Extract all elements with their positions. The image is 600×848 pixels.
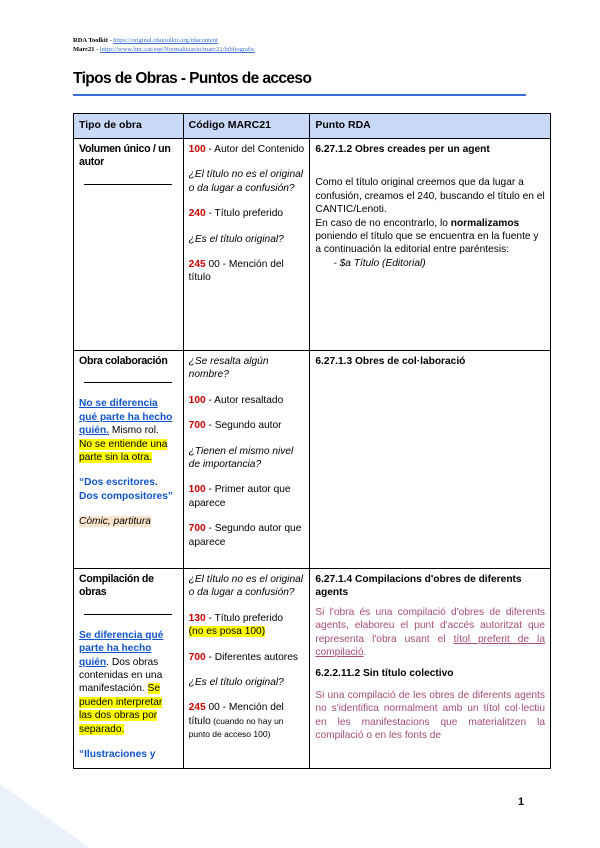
marc-desc: - Título preferido: [205, 208, 284, 220]
header-punto-rda: Punto RDA: [310, 114, 551, 139]
work-quote: “Ilustraciones y: [79, 749, 156, 761]
work-note: Se diferencia qué parte ha hecho quién. Dos obras contenidas en una manifestación. Se pueden interpretar las dos obras por separado.: [79, 629, 164, 735]
marc-link[interactable]: https://www.bnc.cat/esp/Normalitzacio/marc21/bibliografic: [99, 46, 255, 53]
marc-code: 100: [188, 484, 206, 496]
rda-cell: [310, 139, 551, 351]
marc-desc: - Diferentes autores: [205, 651, 298, 663]
rda-paragraph: Como el título original creemos que da lugar a confusión, creamos el 240, buscando el título en el CANTIC/Lenoti.: [315, 177, 545, 216]
table-row: [74, 139, 551, 351]
work-note: No se entiende una parte sin la otra.: [79, 438, 168, 464]
rda-cell: [310, 569, 551, 769]
table-row: [74, 569, 551, 769]
rda-link[interactable]: https://original.rdatoolkit.org/rdacontent: [113, 37, 218, 44]
reference-links: [73, 36, 255, 54]
work-type: Volumen único / un autor: [79, 143, 171, 169]
work-quote: “Dos escritores. Dos compositores”: [79, 477, 173, 502]
marc-code: 130: [188, 612, 206, 624]
marc-reference: Marc21 - https://www.bnc.cat/esp/Normalitzacio/marc21/bibliografic: [73, 46, 255, 53]
marc-cell: ¿El título no es el original o da lugar a confusión? 130 - Título preferido (no es posa 100) 700 - Diferentes autores ¿Es el título original? 245 00 - Mención del título (cuando no hay un punto de acceso 100): [183, 569, 310, 769]
marc-desc: 00 - Mención del título: [188, 259, 284, 284]
marc-code: 700: [188, 523, 206, 535]
marc-desc: 00 - Mención del: [205, 702, 284, 714]
rda-bullet: - $a Título (Editorial): [333, 257, 426, 269]
marc-label: Marc21: [73, 46, 95, 53]
work-type-cell: [74, 139, 184, 351]
marc-cell: [183, 139, 310, 351]
marc-note: (no es posa 100): [188, 626, 266, 638]
rda-reference: RDA Toolkit - https://original.rdatoolkit.org/rdacontent: [73, 37, 218, 44]
rda-paragraph: Si l'obra és una compilació d'obres de diferents agents, elaboreu el punt d'accés autoritzat que representa l'obra usant el títol preferit de la compilació.: [315, 606, 545, 659]
marc-question: ¿Se resalta algún nombre?: [188, 356, 269, 381]
marc-note: (cuando no hay un punto de acceso 100): [188, 715, 284, 740]
marc-desc: - Primer autor que aparece: [188, 484, 291, 509]
page-number: 1: [518, 796, 525, 808]
rda-heading: 6.27.1.3 Obres de col·laboració: [315, 356, 466, 367]
header-codigo-marc: Código MARC21: [183, 114, 310, 139]
marc-code: 100: [188, 394, 206, 406]
header-tipo-obra: Tipo de obra: [74, 114, 184, 139]
marc-code: 700: [188, 651, 206, 663]
marc-desc: - Título preferido: [205, 612, 284, 624]
corner-decoration: [0, 784, 90, 848]
divider: [84, 614, 172, 615]
rda-heading: 6.2.2.11.2 Sin título colectivo: [315, 668, 454, 680]
work-type: Obra colaboración: [79, 355, 168, 367]
marc-code: 240: [188, 208, 206, 220]
marc-code: 245: [188, 259, 206, 271]
table-row: [74, 351, 551, 569]
rda-paragraph: En caso de no encontrarlo, lo normalizamos poniendo el título que se encuentra en la fuente y a continuación la editorial entre paréntesis:: [315, 217, 539, 256]
marc-desc: - Segundo autor: [205, 420, 282, 432]
work-note: No se diferencia qué parte ha hecho quién. Mismo rol.: [79, 398, 173, 437]
work-example: Còmic, partitura: [79, 516, 151, 528]
marc-question: ¿Es el título original?: [188, 677, 284, 689]
marc-desc: - Autor del Contenido: [205, 144, 305, 155]
marc-question: ¿El título no es el original o da lugar a confusión?: [188, 169, 304, 194]
rda-label: RDA Toolkit: [73, 37, 108, 44]
page-title: Tipos de Obras - Puntos de acceso: [73, 70, 312, 87]
work-type: Compilación de obras: [79, 573, 154, 599]
rda-cell: [310, 351, 551, 569]
marc-question: ¿Es el título original?: [188, 233, 284, 245]
marc-question: ¿El título no es el original o da lugar a confusión?: [188, 574, 304, 599]
marc-code: 245: [188, 702, 206, 714]
divider: [84, 382, 172, 383]
table-header-row: [74, 114, 551, 139]
divider: [84, 184, 172, 185]
marc-desc: - Autor resaltado: [205, 394, 284, 406]
work-type-cell: [74, 569, 184, 769]
title-underline: [73, 94, 526, 96]
marc-cell: [183, 351, 310, 569]
rda-heading: 6.27.1.4 Compilacions d'obres de diferents agents: [315, 574, 522, 599]
marc-code: 700: [188, 420, 206, 432]
rda-heading: 6.27.1.2 Obres creades per un agent: [315, 144, 490, 155]
marc-question: ¿Tienen el mismo nivel de importancia?: [188, 445, 294, 471]
works-table: [73, 113, 551, 769]
marc-code: 100: [188, 144, 206, 155]
work-type-cell: [74, 351, 184, 569]
marc-desc: - Segundo autor que aparece: [188, 523, 302, 548]
rda-paragraph: Si una compilació de les obres de diferents agents no s'identifica normalment amb un títol col·lectiu en les manifestacions que materialitzen la compilació o en les fonts de: [315, 689, 545, 742]
